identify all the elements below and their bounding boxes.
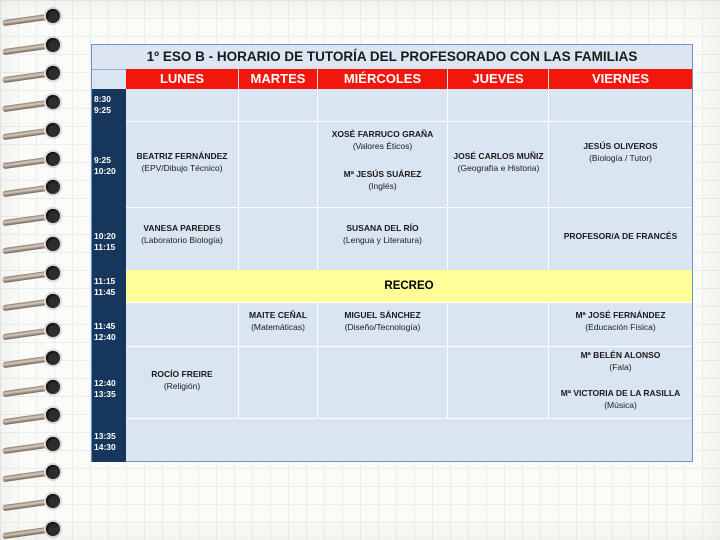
- entry-miercoles-2a: XOSÉ FARRUCO GRAÑA (Valores Éticos): [331, 129, 434, 151]
- time-slot-7: 13:35 14:30: [94, 431, 116, 452]
- entry-miercoles-2b: Mª JESÚS SUÁREZ (Inglés): [343, 169, 422, 191]
- time-slot-3: 10:20 11:15: [94, 231, 116, 252]
- time-slot-4: 11:15 11:45: [94, 276, 116, 297]
- binding-ring: [2, 124, 64, 136]
- entry-viernes-2: JESÚS OLIVEROS (Biología / Tutor): [583, 141, 658, 163]
- entry-miercoles-3: SUSANA DEL RÍO (Lengua y Literatura): [343, 223, 422, 245]
- spiral-binding: [0, 0, 70, 540]
- binding-ring: [2, 438, 64, 450]
- time-slot-2: 9:25 10:20: [94, 155, 116, 176]
- binding-ring: [2, 381, 64, 393]
- binding-ring: [2, 523, 64, 535]
- binding-ring: [2, 210, 64, 222]
- entry-jueves-2: JOSÉ CARLOS MUÑIZ (Geografía e Historia): [453, 151, 544, 173]
- recreo-band: RECREO: [126, 270, 692, 302]
- binding-ring: [2, 267, 64, 279]
- entry-viernes-5: Mª JOSÉ FERNÁNDEZ (Educación Física): [575, 310, 666, 332]
- binding-ring: [2, 495, 64, 507]
- entry-viernes-6b: Mª VICTORIA DE LA RASILLA (Música): [560, 388, 681, 410]
- entry-martes-5: MAITE CEÑAL (Matemáticas): [248, 310, 308, 332]
- time-slot-1: 8:30 9:25: [94, 94, 112, 115]
- entry-miercoles-5: MIGUEL SÁNCHEZ (Diseño/Tecnología): [344, 310, 421, 332]
- day-header-lunes: LUNES: [126, 69, 238, 89]
- entry-lunes-6: ROCÍO FREIRE (Religión): [151, 369, 213, 391]
- binding-ring: [2, 238, 64, 250]
- entry-viernes-3: PROFESOR/A DE FRANCÉS: [563, 231, 678, 241]
- timetable: [91, 44, 693, 462]
- entry-viernes-6a: Mª BELÉN ALONSO (Fala): [580, 350, 661, 372]
- timetable-title: 1º ESO B - HORARIO DE TUTORÍA DEL PROFESORADO CON LAS FAMILIAS: [92, 45, 692, 70]
- day-header-viernes: VIERNES: [549, 69, 692, 89]
- binding-ring: [2, 409, 64, 421]
- day-header-jueves: JUEVES: [448, 69, 548, 89]
- time-column: [92, 89, 126, 462]
- entry-lunes-2: BEATRIZ FERNÁNDEZ (EPV/Dibujo Técnico): [136, 151, 228, 173]
- binding-ring: [2, 324, 64, 336]
- binding-ring: [2, 96, 64, 108]
- binding-ring: [2, 295, 64, 307]
- time-slot-6: 12:40 13:35: [94, 378, 116, 399]
- binding-ring: [2, 10, 64, 22]
- day-header-miercoles: MIÉRCOLES: [318, 69, 447, 89]
- entry-lunes-3: VANESA PAREDES (Laboratorio Biología): [141, 223, 223, 245]
- binding-ring: [2, 352, 64, 364]
- day-header-martes: MARTES: [239, 69, 317, 89]
- binding-ring: [2, 39, 64, 51]
- binding-ring: [2, 466, 64, 478]
- binding-ring: [2, 67, 64, 79]
- time-slot-5: 11:45 12:40: [94, 321, 116, 342]
- binding-ring: [2, 153, 64, 165]
- binding-ring: [2, 181, 64, 193]
